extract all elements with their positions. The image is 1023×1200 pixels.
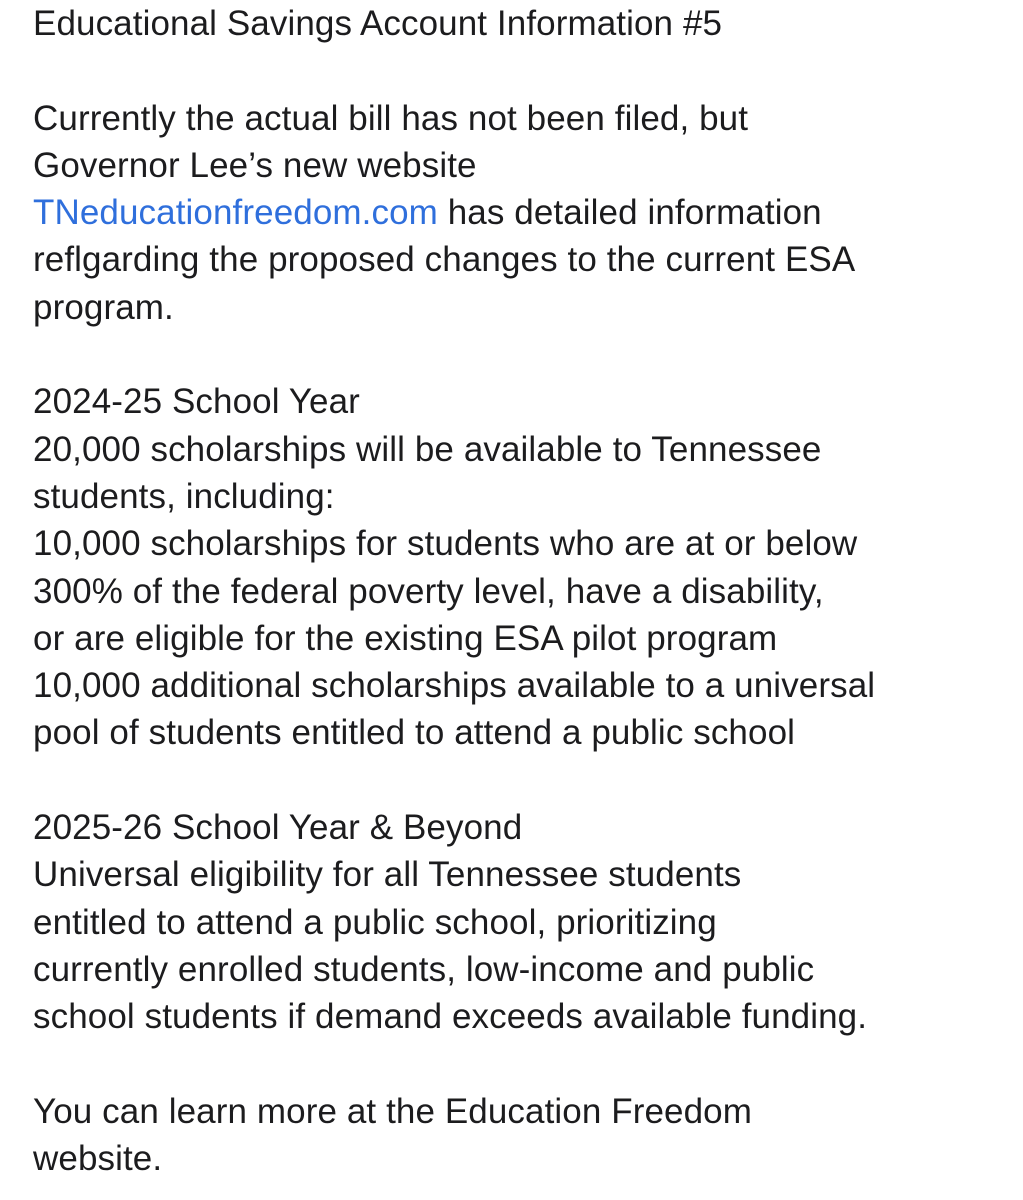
- year-2024-line: students, including:: [33, 476, 335, 516]
- year-2024-line: pool of students entitled to attend a public school: [33, 713, 796, 753]
- year-2025-line: entitled to attend a public school, prioritizing: [33, 902, 717, 942]
- closing-line: website.: [33, 1139, 163, 1179]
- note-body: [33, 0, 1008, 1182]
- year-2025-heading: 2025-26 School Year & Beyond: [33, 808, 523, 848]
- closing-line: You can learn more at the Education Freedom: [33, 1091, 752, 1131]
- year-2024-line: 10,000 scholarships for students who are at or below: [33, 524, 858, 564]
- blank-line: [33, 331, 1008, 378]
- year-2025-line: Universal eligibility for all Tennessee students: [33, 855, 742, 895]
- intro-line-4: reflgarding the proposed changes to the current ESA: [33, 240, 856, 280]
- blank-line: [33, 1041, 1008, 1088]
- year-2025-line: currently enrolled students, low-income and public: [33, 949, 815, 989]
- intro-line-3-rest: has detailed information: [437, 193, 822, 233]
- blank-line: [33, 47, 1008, 94]
- year-2024-line: 10,000 additional scholarships available to a universal: [33, 666, 876, 706]
- year-2024-heading: 2024-25 School Year: [33, 382, 360, 422]
- intro-line-1: Currently the actual bill has not been filed, but: [33, 98, 749, 138]
- year-2024-line: 300% of the federal poverty level, have a disability,: [33, 571, 824, 611]
- year-2024-line: or are eligible for the existing ESA pilot program: [33, 618, 778, 658]
- blank-line: [33, 757, 1008, 804]
- intro-line-2: Governor Lee’s new website: [33, 145, 477, 185]
- year-2024-line: 20,000 scholarships will be available to Tennessee: [33, 429, 822, 469]
- intro-line-3: [33, 189, 1008, 236]
- note-title: Educational Savings Account Information #5: [33, 4, 723, 43]
- year-2025-line: school students if demand exceeds available funding.: [33, 997, 868, 1037]
- website-link[interactable]: TNeducationfreedom.com: [33, 193, 438, 233]
- intro-line-5: program.: [33, 287, 174, 327]
